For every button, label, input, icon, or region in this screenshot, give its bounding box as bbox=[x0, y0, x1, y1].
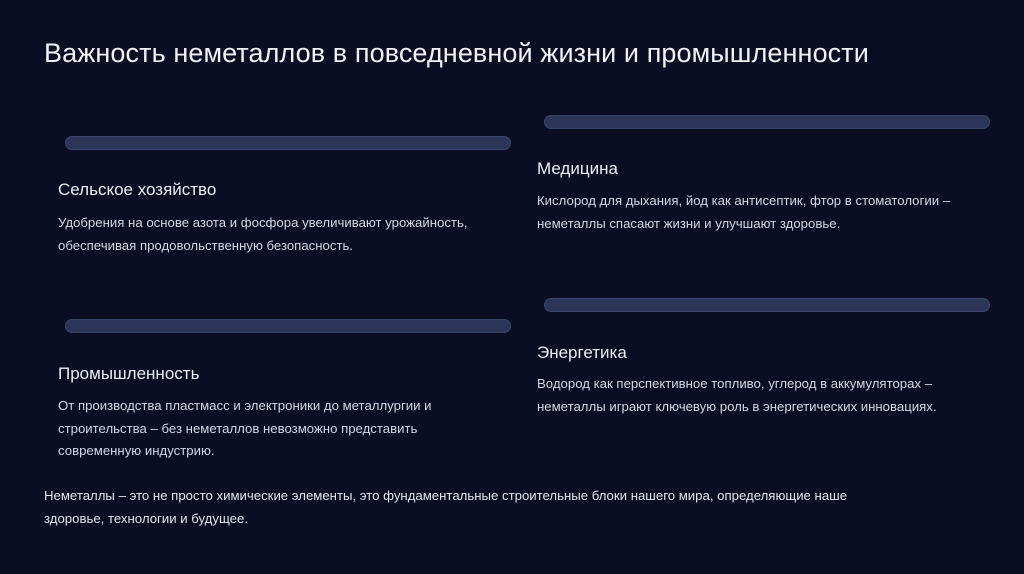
card-accent-bar bbox=[544, 115, 990, 129]
card-title: Сельское хозяйство bbox=[58, 180, 217, 199]
card-accent-bar bbox=[65, 136, 511, 150]
card-accent-bar bbox=[544, 298, 990, 312]
conclusion-text: Неметаллы – это не просто химические элементы, это фундаментальные строительные блоки нашего мира, определяющие наше здоровье, технологии и будущее. bbox=[44, 488, 848, 526]
card-text: Кислород для дыхания, йод как антисептик, фтор в стоматологии – неметаллы спасают жизни и улучшают здоровье. bbox=[537, 193, 951, 231]
card-title: Медицина bbox=[537, 159, 618, 178]
card-title: Энергетика bbox=[537, 343, 627, 362]
card-text: Водород как перспективное топливо, углерод в аккумуляторах – неметаллы играют ключевую роль в энергетических инновациях. bbox=[537, 376, 937, 414]
slide-title: Важность неметаллов в повседневной жизни и промышленности bbox=[44, 38, 869, 68]
card-accent-bar bbox=[65, 319, 511, 333]
card-title: Промышленность bbox=[58, 364, 200, 383]
card-text: От производства пластмасс и электроники до металлургии и строительства – без неметаллов невозможно представить современную индустрию. bbox=[58, 398, 432, 458]
card-text: Удобрения на основе азота и фосфора увеличивают урожайность, обеспечивая продовольственную безопасность. bbox=[58, 215, 468, 253]
